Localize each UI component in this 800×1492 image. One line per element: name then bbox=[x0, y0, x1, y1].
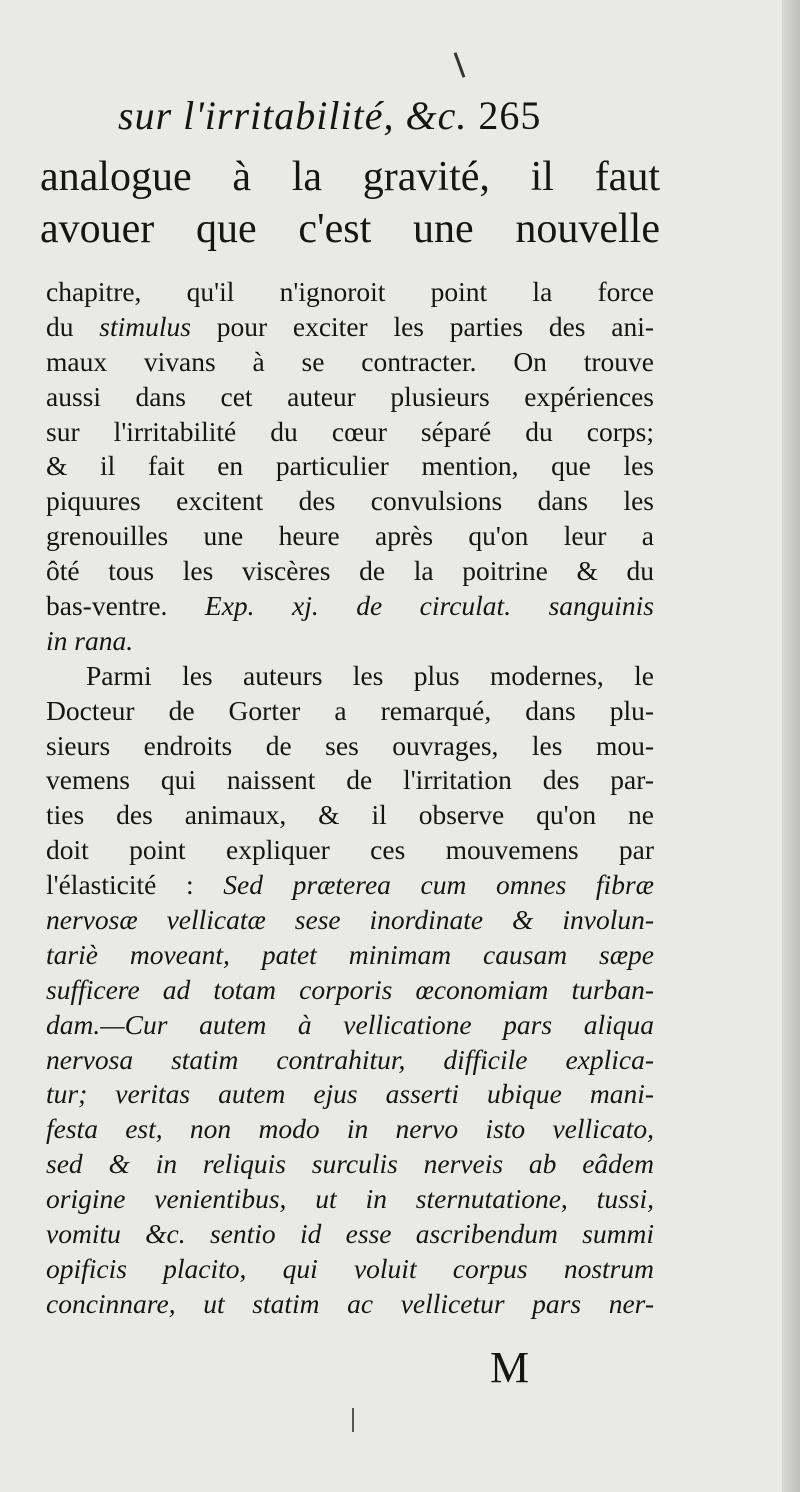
roman-text: Parmi les auteurs les plus modernes, le bbox=[86, 659, 654, 691]
roman-text: Docteur de Gorter a remarqué, dans plu- bbox=[46, 694, 654, 726]
text-line bbox=[46, 484, 654, 519]
text-line bbox=[46, 1043, 654, 1078]
text-line bbox=[46, 1287, 654, 1322]
text-line bbox=[46, 798, 654, 833]
italic-text: origine venientibus, ut in sternutatione, tussi, bbox=[46, 1183, 654, 1215]
italic-text: in rana. bbox=[46, 624, 134, 656]
text-line bbox=[46, 1112, 654, 1147]
italic-text: Sed præterea cum omnes fibræ bbox=[223, 869, 654, 901]
text-line bbox=[46, 868, 654, 903]
italic-text: vomitu &c. sentio id esse ascribendum summi bbox=[46, 1218, 654, 1250]
text-line bbox=[46, 1182, 654, 1217]
roman-text: du bbox=[46, 310, 100, 342]
running-header bbox=[118, 92, 658, 139]
text-line bbox=[46, 1147, 654, 1182]
text-line bbox=[46, 973, 654, 1008]
roman-text: ties des animaux, & il observe qu'on ne bbox=[46, 799, 654, 831]
italic-text: dam.—Cur autem à vellicatione pars aliqua bbox=[46, 1008, 654, 1040]
text-line bbox=[46, 310, 654, 345]
body-text bbox=[46, 275, 654, 1322]
italic-text: concinnare, ut statim ac vellicetur pars ner- bbox=[46, 1287, 654, 1319]
text-line bbox=[46, 415, 654, 450]
text-line bbox=[46, 1008, 654, 1043]
text-line bbox=[46, 624, 654, 659]
text-line bbox=[46, 554, 654, 589]
italic-text: nervosa statim contrahitur, difficile explica- bbox=[46, 1043, 654, 1075]
roman-text: bas-ventre. bbox=[46, 590, 205, 622]
roman-text: l'élasticité : bbox=[46, 869, 224, 901]
roman-text: pour exciter les parties des ani- bbox=[190, 310, 654, 342]
roman-text: chapitre, qu'il n'ignoroit point la force bbox=[46, 276, 654, 307]
roman-text: aussi dans cet auteur plusieurs expériences bbox=[46, 380, 654, 412]
page-number: 265 bbox=[478, 93, 542, 138]
roman-text: maux vivans à se contracter. On trouve bbox=[46, 345, 654, 377]
text-line bbox=[46, 449, 654, 484]
text-line bbox=[46, 345, 654, 380]
roman-text: piquures excitent des convulsions dans les bbox=[46, 485, 654, 517]
text-line bbox=[46, 589, 654, 624]
text-line bbox=[46, 1252, 654, 1287]
text-line bbox=[46, 659, 654, 694]
text-line bbox=[46, 519, 654, 554]
ink-mark bbox=[454, 52, 466, 77]
italic-text: Exp. xj. de circulat. sanguinis bbox=[204, 590, 654, 622]
roman-text: & il fait en particulier mention, que les bbox=[46, 450, 654, 482]
italic-text: tariè moveant, patet minimam causam sæpe bbox=[46, 938, 654, 970]
page-edge-shadow bbox=[782, 0, 800, 1492]
large-text-line-1: analogue à la gravité, il faut bbox=[40, 154, 660, 200]
text-line bbox=[46, 763, 654, 798]
running-title: sur l'irritabilité, &c. bbox=[118, 93, 468, 138]
roman-text: sur l'irritabilité du cœur séparé du corps; bbox=[46, 415, 654, 447]
text-line bbox=[46, 1217, 654, 1252]
italic-text: stimulus bbox=[99, 310, 191, 342]
italic-text: opificis placito, qui voluit corpus nostrum bbox=[46, 1252, 654, 1284]
roman-text: doit point expliquer ces mouvemens par bbox=[46, 834, 654, 866]
text-line bbox=[46, 275, 654, 310]
ink-mark-bottom bbox=[352, 1408, 354, 1432]
roman-text: sieurs endroits de ses ouvrages, les mou- bbox=[46, 729, 654, 761]
text-line bbox=[46, 694, 654, 729]
italic-text: tur; veritas autem ejus asserti ubique mani- bbox=[46, 1078, 654, 1110]
text-line bbox=[46, 380, 654, 415]
italic-text: sufficere ad totam corporis œconomiam turban- bbox=[46, 973, 654, 1005]
signature-mark: M bbox=[490, 1343, 531, 1392]
italic-text: festa est, non modo in nervo isto vellicato, bbox=[46, 1113, 654, 1145]
large-text-line-2: avouer que c'est une nouvelle bbox=[40, 206, 660, 252]
text-line bbox=[46, 833, 654, 868]
roman-text: ôté tous les viscères de la poitrine & du bbox=[46, 555, 654, 587]
roman-text: vemens qui naissent de l'irritation des par- bbox=[46, 764, 654, 796]
roman-text: grenouilles une heure après qu'on leur a bbox=[46, 520, 654, 552]
italic-text: sed & in reliquis surculis nerveis ab eâdem bbox=[46, 1148, 654, 1180]
text-line bbox=[46, 938, 654, 973]
italic-text: nervosæ vellicatæ sese inordinate & involun- bbox=[46, 904, 654, 936]
text-line bbox=[46, 729, 654, 764]
text-line bbox=[46, 1077, 654, 1112]
text-line bbox=[46, 903, 654, 938]
